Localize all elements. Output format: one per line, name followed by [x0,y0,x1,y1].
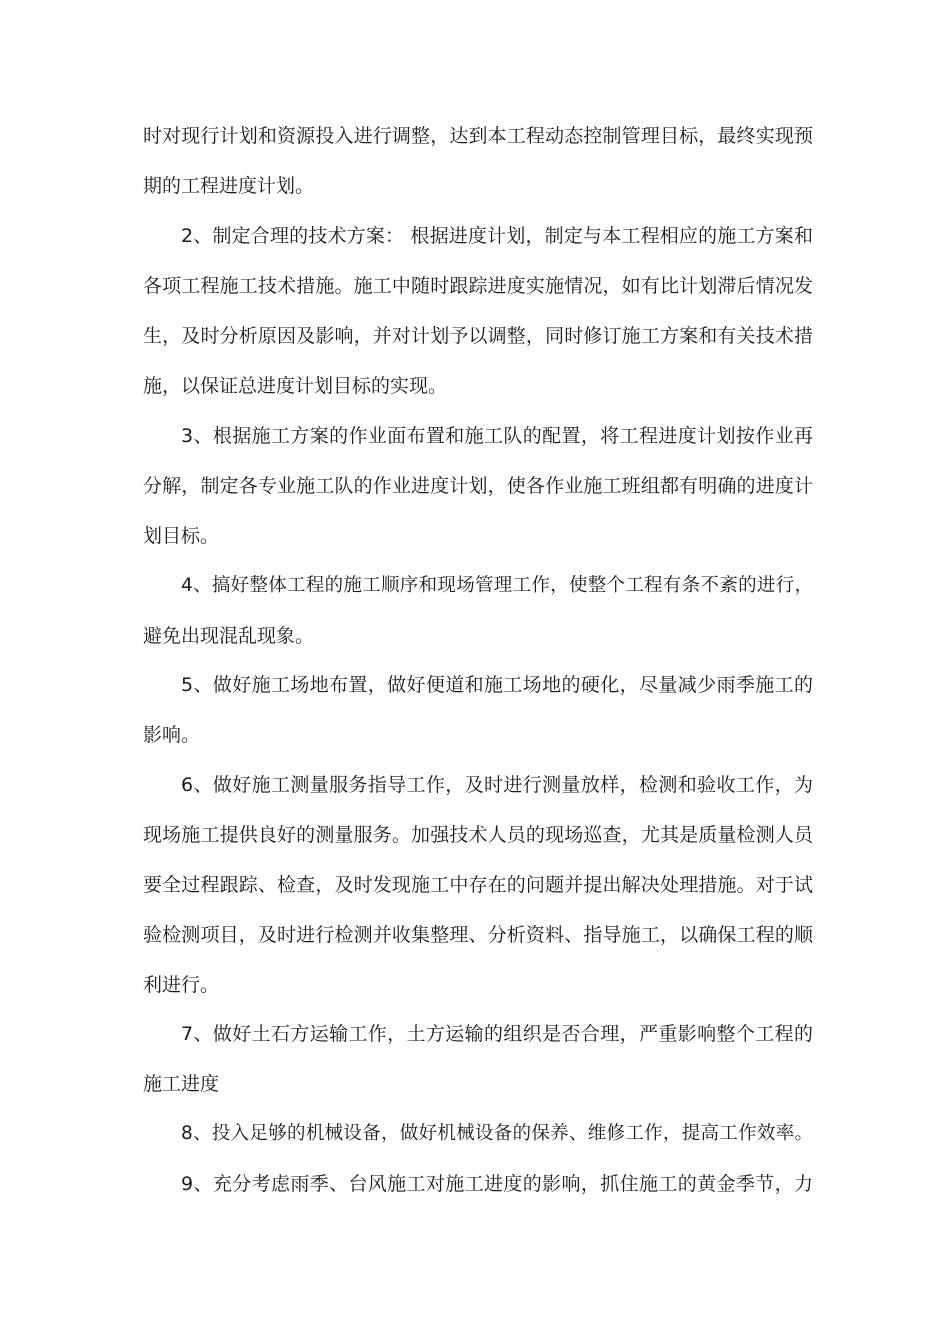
paragraph-3-first-line: 3、根据施工方案的作业面布置和施工队的配置，将工程进度计划按作业再 [181,425,813,447]
paragraph-2-first-line: 2、制定合理的技术方案： 根据进度计划，制定与本工程相应的施工方案和 [181,225,813,247]
text-line: 利进行。 [143,974,220,996]
paragraph-7-first-line: 7、做好土石方运输工作，土方运输的组织是否合理，严重影响整个工程的 [181,1023,813,1045]
text-line: 各项工程施工技术措施。施工中随时跟踪进度实施情况，如有比计划滞后情况发 [143,275,813,297]
paragraph-4-first-line: 4、搞好整体工程的施工顺序和现场管理工作，使整个工程有条不紊的进行， [181,575,813,596]
text-line: 施工进度 [143,1073,220,1095]
text-line: 分解，制定各专业施工队的作业进度计划，使各作业施工班组都有明确的进度计 [143,475,813,497]
paragraph-8-first-line: 8、投入足够的机械设备，做好机械设备的保养、维修工作，提高工作效率。 [181,1123,813,1144]
paragraph-5-first-line: 5、做好施工场地布置，做好便道和施工场地的硬化，尽量减少雨季施工的 [181,674,813,696]
text-line: 现场施工提供良好的测量服务。加强技术人员的现场巡查，尤其是质量检测人员 [143,824,813,846]
text-line: 影响。 [143,724,201,746]
text-line: 生，及时分析原因及影响，并对计划予以调整，同时修订施工方案和有关技术措 [143,325,813,347]
text-line: 时对现行计划和资源投入进行调整，达到本工程动态控制管理目标，最终实现预 [143,125,813,147]
text-line: 划目标。 [143,525,220,547]
text-line: 施，以保证总进度计划目标的实现。 [143,375,448,397]
text-line: 验检测项目，及时进行检测并收集整理、分析资料、指导施工，以确保工程的顺 [143,924,813,946]
text-line: 要全过程跟踪、检查，及时发现施工中存在的问题并提出解决处理措施。对于试 [143,874,813,896]
paragraph-6-first-line: 6、做好施工测量服务指导工作，及时进行测量放样，检测和验收工作，为 [181,774,813,796]
paragraph-9-first-line: 9、充分考虑雨季、台风施工对施工进度的影响，抓住施工的黄金季节，力 [181,1173,813,1195]
text-line: 期的工程进度计划。 [143,175,315,197]
text-line: 避免出现混乱现象。 [143,625,315,647]
